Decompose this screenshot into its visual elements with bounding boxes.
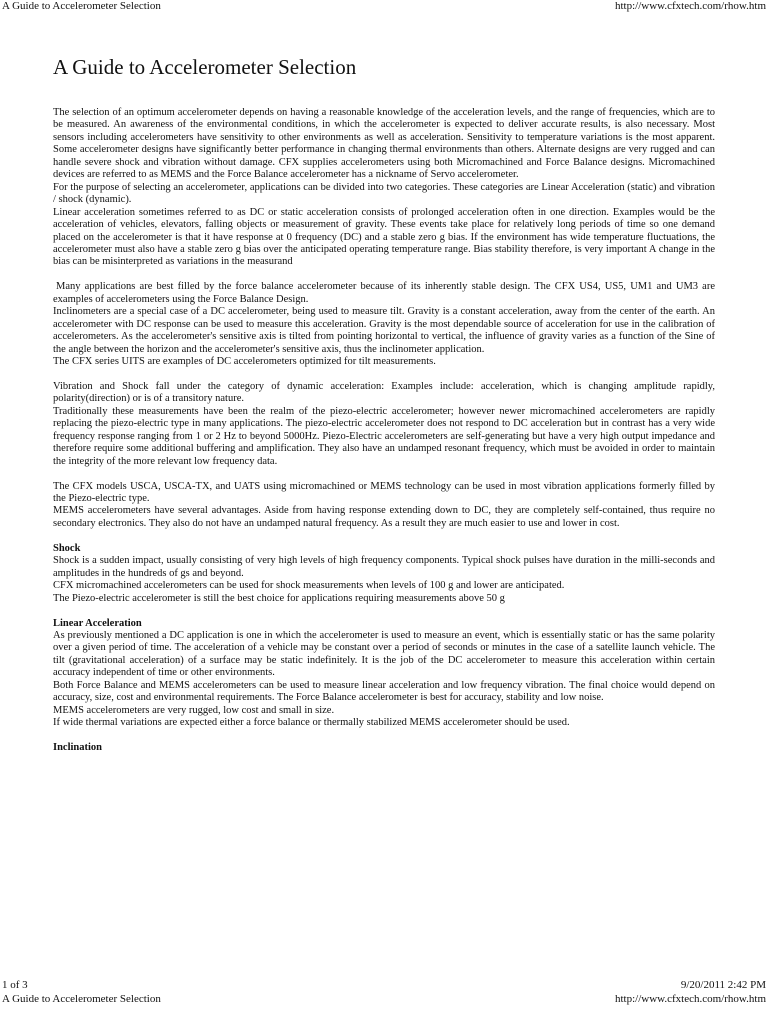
inclination-heading: Inclination — [53, 742, 103, 754]
footer-url: http://www.cfxtech.com/rhow.htm — [614, 993, 766, 1005]
footer-title: A Guide to Accelerometer Selection — [2, 993, 161, 1005]
page-title: A Guide to Accelerometer Selection — [53, 55, 357, 79]
uits-paragraph: The CFX series UITS are examples of DC accelerometers optimized for tilt measurements. — [53, 356, 436, 368]
header-title: A Guide to Accelerometer Selection — [2, 0, 161, 12]
piezo-paragraph: Traditionally these measurements have been the realm of the piezo-electric accelerometer; however newer micromachined accelerometers are rapidly replacing the piezo-electric type in many applications. The piezo-electric accelerometer does not respond to DC acceleration but in contrast has a very wide frequency response ranging from 1 or 2 Hz to beyond 5000Hz. Piezo-Electric accelerometers are self-generating but have a very high output impedance and therefore require some additional buffering and amplification. They also have an undamped resonant frequency, which must be avoided in order to maintain the integrity of the more relevant low frequency data. — [53, 405, 715, 467]
document-body — [53, 107, 715, 754]
print-footer-source — [2, 993, 766, 1006]
force-balance-paragraph: Many applications are best filled by the force balance accelerometer because of its inherently stable design. The CFX US4, US5, UM1 and UM3 are examples of accelerometers using the Force Balance Design. — [53, 281, 715, 305]
mems-rugged-paragraph: MEMS accelerometers are very rugged, low cost and small in size. — [53, 704, 335, 716]
thermal-variations-paragraph: If wide thermal variations are expected either a force balance or thermally stabilized MEMS accelerometer should be used. — [53, 717, 570, 729]
shock-heading: Shock — [53, 542, 81, 554]
categories-paragraph: For the purpose of selecting an accelerometer, applications can be divided into two categories. These categories are Linear Acceleration (static) and vibration / shock (dynamic). — [53, 181, 715, 206]
shock-piezo-paragraph: The Piezo-electric accelerometer is still the best choice for applications requiring measurements above 50 g — [53, 592, 505, 604]
linear-acceleration-heading: Linear Acceleration — [53, 617, 142, 629]
dc-application-paragraph: As previously mentioned a DC application is one in which the accelerometer is used to measure an event, which is essentially static or has the same polarity over a given period of time. The acceleration of a vehicle may be constant over a period of seconds or minutes in the case of a satellite launch vehicle. The tilt (gravitational acceleration) of a surface may be static indefinitely. It is the job of the DC accelerometer to measure this acceleration within certain accuracy independent of time or other environments. — [53, 629, 715, 679]
mems-models-paragraph: The CFX models USCA, USCA-TX, and UATS using micromachined or MEMS technology can be used in most vibration applications formerly filled by the Piezo-electric type. — [53, 480, 715, 504]
print-header — [2, 0, 766, 13]
footer-page-number: 1 of 3 — [2, 979, 28, 991]
shock-mems-paragraph: CFX micromachined accelerometers can be used for shock measurements when levels of 100 g and lower are anticipated. — [53, 580, 565, 592]
print-footer-page — [2, 979, 766, 992]
shock-paragraph: Shock is a sudden impact, usually consisting of very high levels of high frequency components. Typical shock pulses have duration in the milli-seconds and amplitudes in the hundreds of gs and beyond. — [53, 555, 715, 579]
linear-acceleration-paragraph: Linear acceleration sometimes referred to as DC or static acceleration consists of prolonged acceleration often in one direction. Examples would be the acceleration of vehicles, elevators, falling objects or measurement of gravity. These events take place for relatively long periods of time so one demand placed on the accelerometer is that it have response at 0 frequency (DC) and a stable zero g bias. If the environment has wide temperature fluctuations, the accelerometer must also have a stable zero g bias over the anticipated operating temperature range. Bias stability therefore, is very important A change in the bias can be misinterpreted as variations in the measurand — [53, 206, 715, 268]
header-url: http://www.cfxtech.com/rhow.htm — [614, 0, 766, 12]
intro-paragraph: The selection of an optimum accelerometer depends on having a reasonable knowledge of the acceleration levels, and the range of frequencies, which are to be measured. An awareness of the environmental conditions, in which the accelerometer is expected to deliver accurate results, is also necessary. Most sensors including accelerometers have sensitivity to other environments as well as acceleration. Sensitivity to temperature variations is the most apparent. Some accelerometer designs have significantly better performance in changing thermal environments than others. Alternate designs are very rugged and can handle severe shock and vibration without damage. CFX supplies accelerometers using both Micromachined and Force Balance designs. Micromachined devices are referred to as MEMS and the Force Balance accelerometer has a nickname of Servo accelerometer. — [53, 107, 715, 181]
footer-datetime: 9/20/2011 2:42 PM — [680, 979, 766, 991]
inclinometers-paragraph: Inclinometers are a special case of a DC accelerometer, being used to measure tilt. Gravity is a constant acceleration, away from the center of the earth. An accelerometer with DC response can be used to measure this acceleration. Gravity is the most dependable source of acceleration for use in the calibration of accelerometers. As the accelerometer's sensitive axis is tilted from pointing horizontal to vertical, the influence of gravity varies as a function of the Sine of the angle between the horizon and the accelerometer's sensitive axis, thus the inclinometer application. — [53, 306, 715, 355]
force-balance-mems-paragraph: Both Force Balance and MEMS accelerometers can be used to measure linear acceleration and low frequency vibration. The final choice would depend on accuracy, size, cost and environmental requirements. The Force Balance accelerometer is best for accuracy, stability and low noise. — [53, 679, 715, 704]
mems-advantages-paragraph: MEMS accelerometers have several advantages. Aside from having response extending down to DC, they are completely self-contained, thus require no secondary electronics. They also do not have an undamped natural frequency. As a result they are much easier to use and lower in cost. — [53, 505, 715, 529]
vibration-shock-paragraph: Vibration and Shock fall under the category of dynamic acceleration: Examples include: acceleration, which is changing amplitude rapidly, polarity(direction) or is of a transitory nature. — [53, 380, 715, 405]
